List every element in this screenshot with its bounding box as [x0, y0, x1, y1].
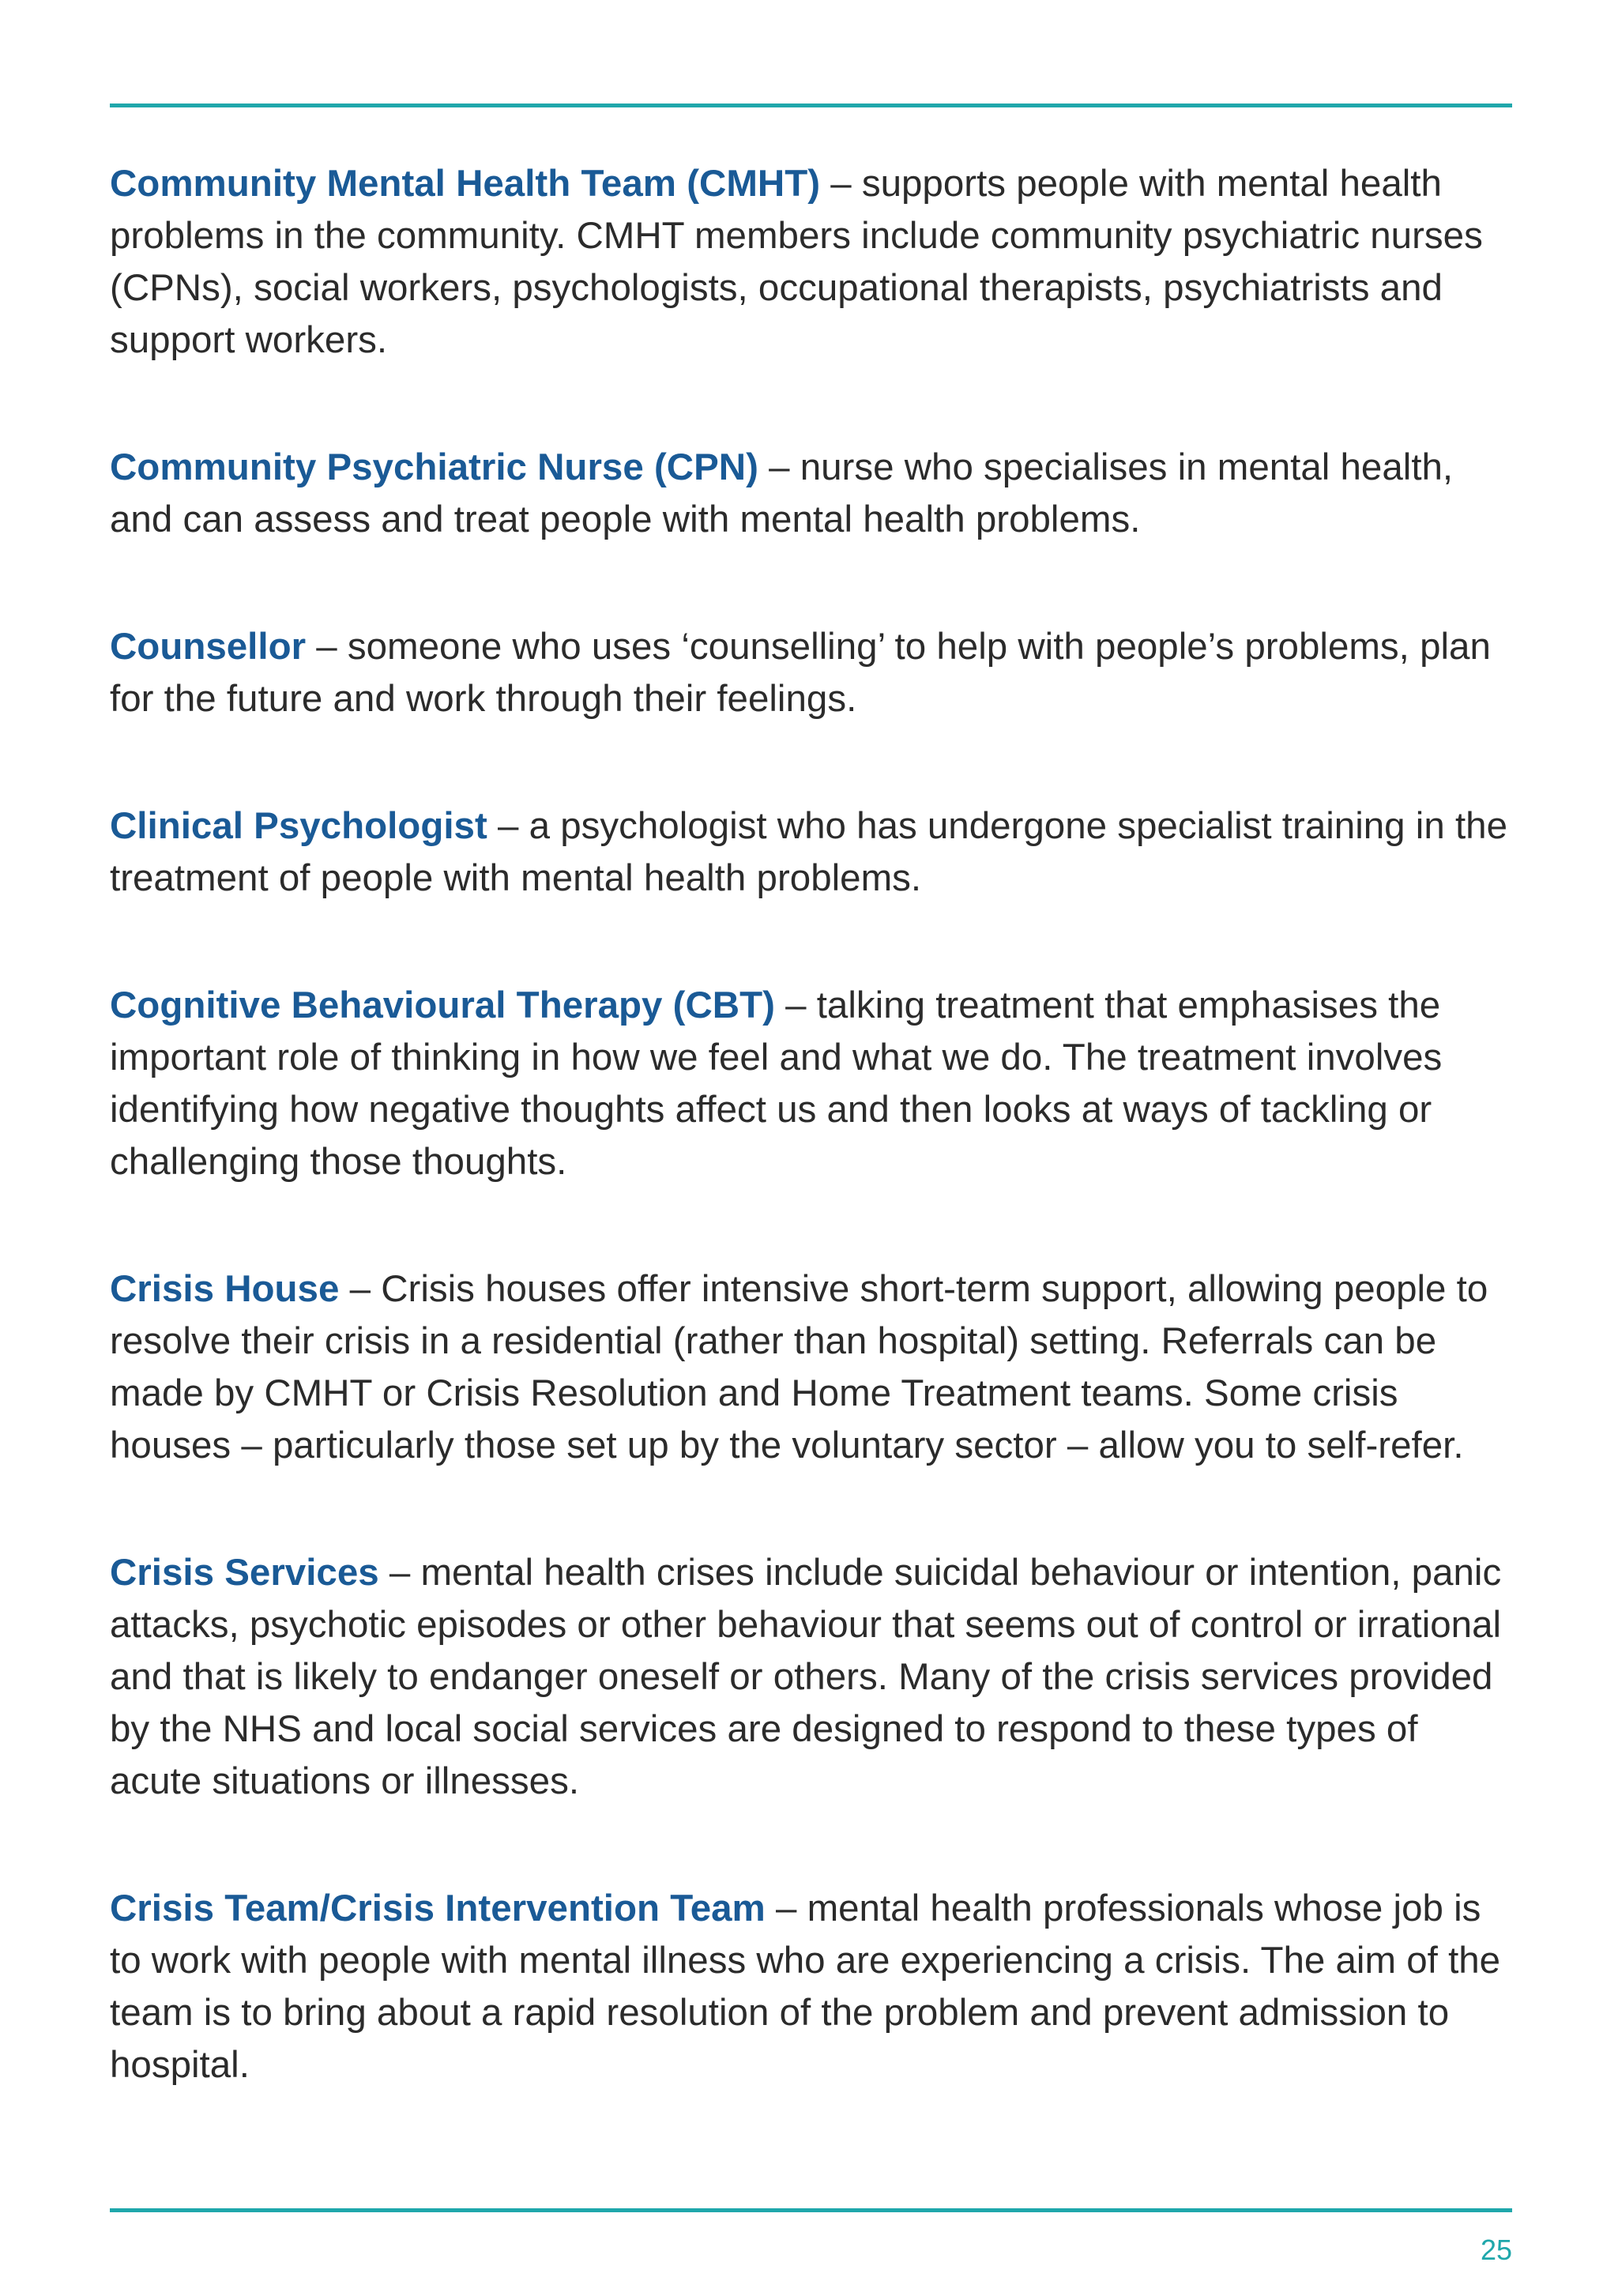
glossary-definition: – a psychologist who has undergone specialist training in the treatment of people with mental health problems. — [110, 805, 1507, 899]
glossary-entry-clinical-psychologist — [110, 800, 1516, 905]
bottom-divider — [110, 2208, 1512, 2212]
glossary-term: Community Mental Health Team (CMHT) — [110, 163, 821, 205]
glossary-entry-cbt — [110, 980, 1516, 1188]
glossary-entry-crisis-services — [110, 1547, 1516, 1808]
glossary-term: Clinical Psychologist — [110, 805, 487, 847]
glossary-term: Counsellor — [110, 626, 307, 668]
glossary-definition: – supports people with mental health problems in the community. CMHT members include community psychiatric nurses (CPNs), social workers, psychologists, occupational therapists, psychiatrists and support workers. — [110, 163, 1483, 361]
glossary-entry-cmht — [110, 158, 1516, 367]
glossary-definition: – Crisis houses offer intensive short-term support, allowing people to resolve their crisis in a residential (rather than hospital) setting. Referrals can be made by CMHT or Crisis Resolution and Home Treatment teams. Some crisis houses – particularly those set up by the voluntary sector – allow you to self-refer. — [110, 1268, 1488, 1466]
glossary-definition: – mental health professionals whose job is to work with people with mental illness who are experiencing a crisis. The aim of the team is to bring about a rapid resolution of the problem and prevent admission to hospital. — [110, 1888, 1501, 2086]
glossary-term: Cognitive Behavioural Therapy (CBT) — [110, 984, 775, 1026]
glossary-entry-counsellor — [110, 621, 1516, 725]
page-number: 25 — [1480, 2234, 1512, 2266]
glossary-term: Crisis Team/Crisis Intervention Team — [110, 1888, 766, 1929]
glossary-list — [110, 158, 1516, 2091]
top-divider — [110, 104, 1512, 107]
glossary-term: Crisis House — [110, 1268, 340, 1310]
glossary-definition: – talking treatment that emphasises the important role of thinking in how we feel and what we do. The treatment involves identifying how negative thoughts affect us and then looks at ways of tackling or challenging those thoughts. — [110, 984, 1443, 1183]
glossary-definition: – nurse who specialises in mental health, and can assess and treat people with mental health problems. — [110, 446, 1454, 540]
glossary-entry-crisis-team — [110, 1883, 1516, 2091]
glossary-entry-crisis-house — [110, 1263, 1516, 1472]
glossary-term: Crisis Services — [110, 1552, 379, 1594]
glossary-definition: – someone who uses ‘counselling’ to help with people’s problems, plan for the future and work through their feelings. — [110, 626, 1491, 720]
glossary-term: Community Psychiatric Nurse (CPN) — [110, 446, 758, 488]
glossary-entry-cpn — [110, 442, 1516, 546]
glossary-definition: – mental health crises include suicidal behaviour or intention, panic attacks, psychotic episodes or other behaviour that seems out of control or irrational and that is likely to endanger oneself or others. Many of the crisis services provided by the NHS and local social services are designed to respond to these types of acute situations or illnesses. — [110, 1552, 1502, 1802]
